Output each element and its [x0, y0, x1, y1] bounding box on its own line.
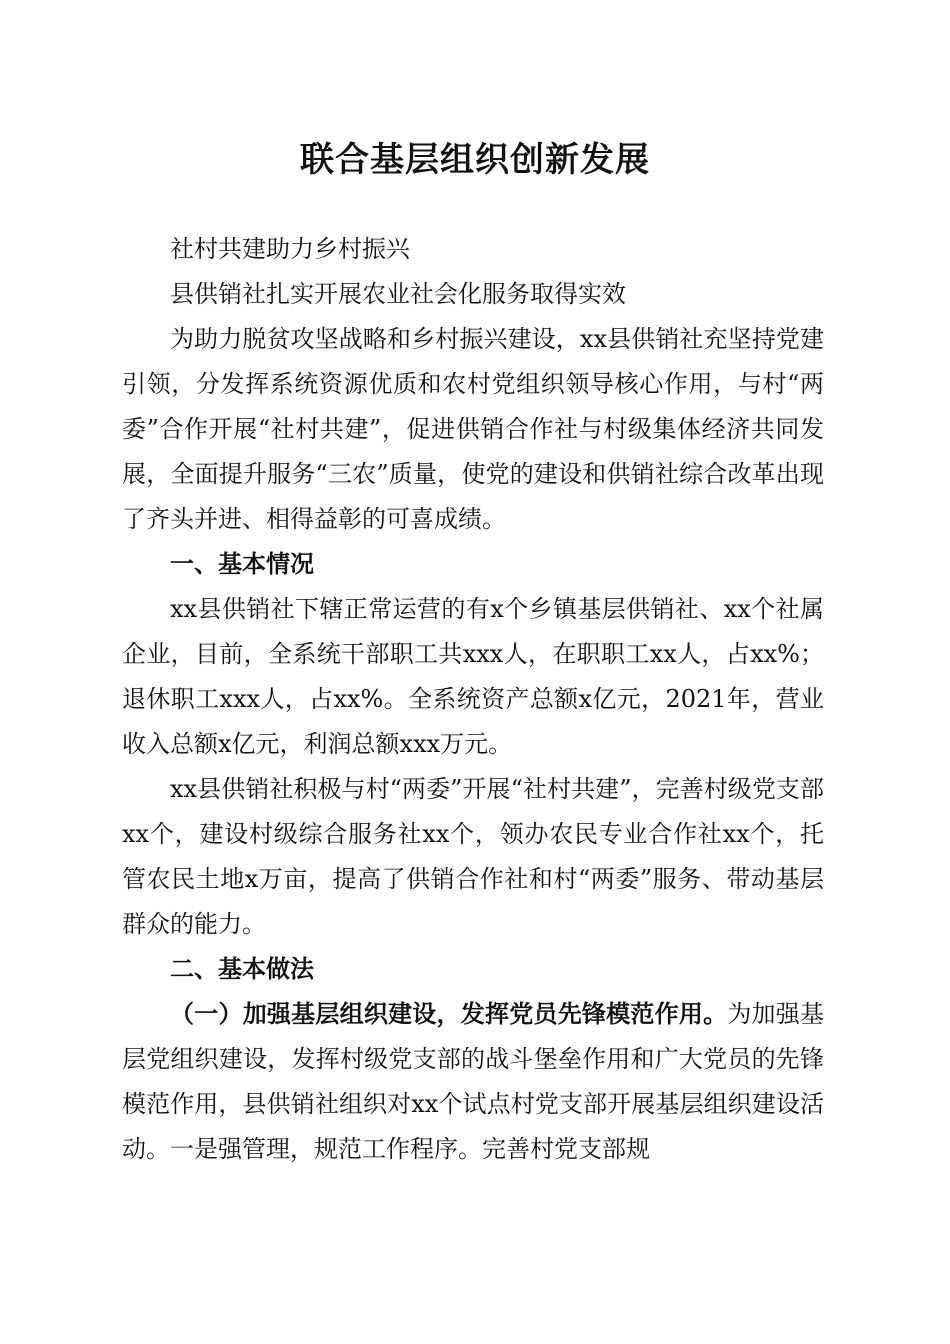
paragraph: xx县供销社下辖正常运营的有x个乡镇基层供销社、xx个社属企业，目前，全系统干部职工共xxx人，在职职工xx人，占xx%；退休职工xxx人，占xx%。全系统资产总额x亿元，2021年，营业收入总额x亿元，利润总额xxx万元。: [122, 595, 824, 758]
document-title: 联合基层组织创新发展: [300, 140, 650, 180]
document-body: [122, 227, 824, 1172]
item-text: 为加强基层党组织建设，发挥村级党支部的战斗堡垒作用和广大党员的先锋模范作用，县供销社组织对xx个试点村党支部开展基层组织建设活动。一是强管理，规范工作程序。完善村党支部规: [122, 1000, 825, 1163]
subtitle-line: 社村共建助力乡村振兴: [170, 235, 410, 263]
item-lead: （一）加强基层组织建设，发挥党员先锋模范作用。: [170, 1000, 728, 1028]
paragraph: xx县供销社积极与村“两委”开展“社村共建”，完善村级党支部xx个，建设村级综合服务社xx个，领办农民专业合作社xx个，托管农民土地x万亩，提高了供销合作社和村“两委”服务、带动基层群众的能力。: [122, 775, 824, 938]
intro-paragraph: 为助力脱贫攻坚战略和乡村振兴建设，xx县供销社充坚持党建引领，分发挥系统资源优质和农村党组织领导核心作用，与村“两委”合作开展“社村共建”，促进供销合作社与村级集体经济共同发展，全面提升服务“三农”质量，使党的建设和供销社综合改革出现了齐头并进、相得益彰的可喜成绩。: [122, 325, 824, 533]
section-heading-basic-practice: 二、基本做法: [170, 955, 314, 983]
subtitle-line: 县供销社扎实开展农业社会化服务取得实效: [170, 280, 626, 308]
paragraph: [122, 992, 824, 1172]
section-heading-basic-situation: 一、基本情况: [170, 550, 314, 578]
